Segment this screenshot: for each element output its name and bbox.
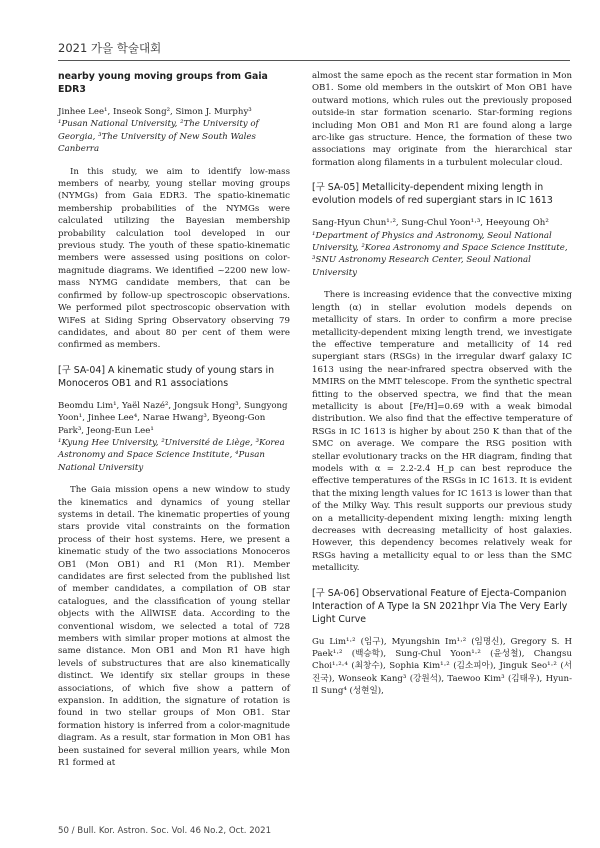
article-authors: Beomdu Lim¹, Yaël Nazé², Jongsuk Hong³, Sungyong Yoon¹, Jinhee Lee⁴, Narae Hwang³, Byeong-Gon Park³, Jeong-Eun Lee¹ [58, 400, 288, 436]
article-authors: Sang-Hyun Chun¹·², Sung-Chul Yoon¹·³, Heeyoung Oh² [312, 218, 549, 229]
article-title: [구 SA-05] Metallicity-dependent mixing length in evolution models of red supergiant stars in IC 1613 [312, 182, 553, 207]
article-title: [구 SA-06] Observational Feature of Ejecta-Companion Interaction of A Type Ia SN 2021hpr Via The Very Early Light Curve [312, 587, 568, 625]
article-abstract: In this study, we aim to identify low-mass members of nearby, young stellar moving groups (NYMGs) from Gaia EDR3. The spatio-kinematic membership probabilities of the NYMGs were calculated utilizing the Bayesian membership probability calculation tool developed in our previous study. The youth of these spatio-kinematic members were assessed using positions on color-magnitude diagrams. We identified ~2200 new low-mass NYMG candidate members, that can be confirmed by follow-up spectroscopic observations. We performed pilot spectroscopic observation with WiFeS at Siding Spring Observatory observing 79 candidates, and about 80 per cent of them were confirmed as members. [58, 166, 290, 351]
article-authors: Jinhee Lee¹, Inseok Song², Simon J. Murphy³ [58, 107, 252, 117]
abstract-continuation: almost the same epoch as the recent star formation in Mon OB1. Some old members in the outskirt of Mon OB1 have outward motions, which rules out the previously proposed outside-in star formation scenario. Star-forming regions including Mon OB1 and Mon R1 are found along a large arc-like gas structure. Hence, the formation of these two associations may originate from the hierarchical star formation along filaments in a turbulent molecular cloud. [312, 71, 572, 168]
article-affiliations: ¹Pusan National University, ²The University of Georgia, ³The University of New South Wales Canberra [58, 119, 259, 155]
header-rule [58, 60, 570, 61]
running-head: 2021 가을 학술대회 [58, 41, 162, 55]
article-affiliations: ¹Department of Physics and Astronomy, Seoul National University, ²Korea Astronomy and Space Science Institute, ³SNU Astronomy Research Center, Seoul National University [312, 230, 568, 278]
article-authors: Gu Lim¹·² (임구), Myungshin Im¹·² (임명신), Gregory S. H Paek¹·² (백승학), Sung-Chul Yoon¹·² (윤성철), Changsu Choi¹·²·⁴ (최창수), Sophia Kim¹·² (김소피아), Jinguk Seo¹·² (서진국), Wonseok Kang³ (강원석), Taewoo Kim³ (김태우), Hyun-Il Sung⁴ (성현일), [312, 636, 572, 697]
article-title: nearby young moving groups from Gaia EDR3 [58, 71, 268, 95]
article-title: [구 SA-04] A kinematic study of young stars in Monoceros OB1 and R1 associations [58, 364, 275, 389]
article-affiliations: ¹Kyung Hee University, ²Université de Liège, ³Korea Astronomy and Space Science Institute, ⁴Pusan National University [58, 437, 285, 473]
article-abstract: There is increasing evidence that the convective mixing length (α) in stellar evolution models depends on metallicity of stars. In order to confirm a more precise metallicity-dependent mixing length trend, we investigate the effective temperature and metallicity of 14 red supergiant stars (RSGs) in the irregular dwarf galaxy IC 1613 using the near-infrared spectra observed with the MMIRS on the MMT telescope. From the synthetic spectral fitting to the observed spectra, we find that the mean metallicity is about [Fe/H]=0.69 with a weak bimodal distribution. We also find that the effective temperature of RSGs in IC 1613 is higher by about 250 K than that of the SMC on average. We compare the RSG position with stellar evolutionary tracks on the HR diagram, finding that models with α = 2.2-2.4 H_p can best reproduce the effective temperatures of the RSGs in IC 1613. It is evident that the mixing length values for IC 1613 is lower than that of the Milky Way. This result supports our previous study on a metallicity-dependent mixing length: mixing length decreases with decreasing metallicity of host galaxies. However, this dependency becomes relatively weak for RSGs having a metallicity equal to or less than the SMC metallicity. [312, 290, 573, 574]
page-footer: 50 / Bull. Kor. Astron. Soc. Vol. 46 No.2, Oct. 2021 [58, 826, 272, 836]
left-column [58, 70, 290, 770]
right-column [312, 70, 572, 698]
article-abstract: The Gaia mission opens a new window to study the kinematics and dynamics of young stellar systems in detail. The kinematic properties of young stars provide vital constraints on the formation process of their host systems. Here, we present a kinematic study of the two associations Monoceros OB1 (Mon OB1) and R1 (Mon R1). Member candidates are first selected from the published list of member candidates, a compilation of OB star catalogues, and the classification of young stellar objects with the AllWISE data. According to the conventional wisdom, we selected a total of 728 members with similar proper motions at almost the same distance. Mon OB1 and Mon R1 have high levels of substructures that are also kinematically distinct. We identify six stellar groups in these associations, of which five show a pattern of expansion. In addition, the signature of rotation is found in two stellar groups of Mon OB1. Star formation history is inferred from a color-magnitude diagram. As a result, star formation in Mon OB1 has been sustained for several million years, while Mon R1 formed at [58, 485, 290, 769]
